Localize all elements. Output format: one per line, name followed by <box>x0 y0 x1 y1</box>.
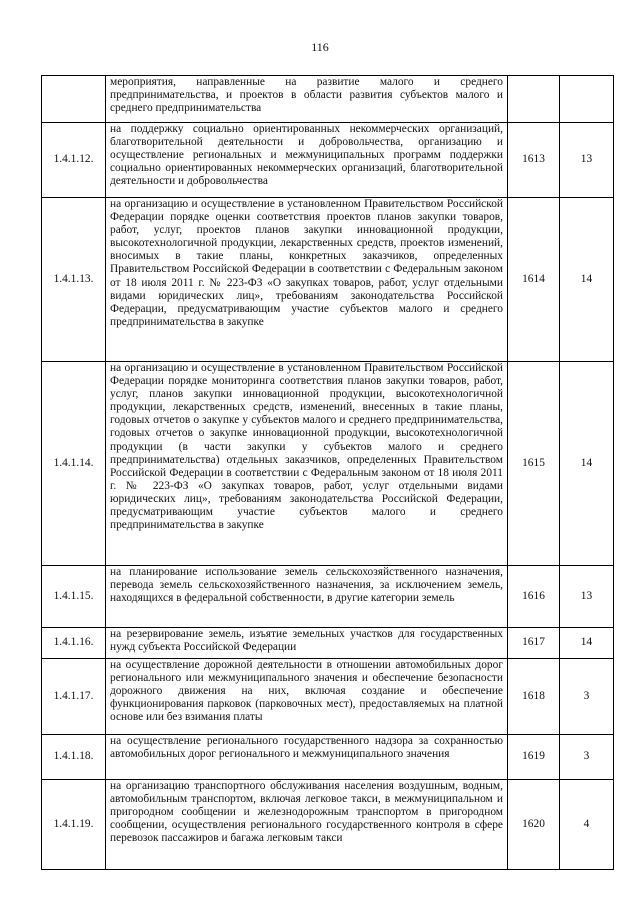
table-row <box>42 76 614 123</box>
row-code: 1619 <box>508 735 560 780</box>
row-description: мероприятия, направленные на развитие малого и среднего предпринимательства, и проектов в области развития субъектов малого и среднего предпринимательства <box>106 76 508 123</box>
row-number: 1.4.1.14. <box>42 362 106 566</box>
row-description: на организацию и осуществление в установленном Правительством Российской Федерации порядке оценки соответствия проектов планов закупки товаров, работ, услуг, проектов планов закупки инновационной продукции, высокотехнологичной продукции, лекарственных средств, проектов изменений, вносимых в такие планы, конкретных заказчиков, определенных Правительством Российской Федерации в соответствии с Федеральным законом от 18 июля 2011 г. № 223-ФЗ «О закупках товаров, работ, услуг отдельными видами юридических лиц», требованиям законодательства Российской Федерации, предусматривающим участие субъектов малого и среднего предпринимательства в закупке <box>106 198 508 362</box>
row-description: на поддержку социально ориентированных некоммерческих организаций, благотворительной деятельности и добровольчества, организацию и осуществление региональных и межмуниципальных программ поддержки социально ориентированных некоммерческих организаций, благотворительной деятельности и добровольчества <box>106 123 508 198</box>
row-value: 13 <box>560 566 614 628</box>
table-row <box>42 362 614 566</box>
row-description: на осуществление регионального государственного надзора за сохранностью автомобильных дорог регионального и межмуниципального значения <box>106 735 508 780</box>
row-description: на планирование использование земель сельскохозяйственного назначения, перевода земель сельскохозяйственного назначения, за исключением земель, находящихся в федеральной собственности, в другие категории земель <box>106 566 508 628</box>
row-code: 1614 <box>508 198 560 362</box>
table-row <box>42 780 614 870</box>
table-row <box>42 566 614 628</box>
row-code <box>508 76 560 123</box>
row-value: 14 <box>560 362 614 566</box>
table-row <box>42 123 614 198</box>
row-number: 1.4.1.13. <box>42 198 106 362</box>
row-number: 1.4.1.18. <box>42 735 106 780</box>
table-row <box>42 628 614 659</box>
row-code: 1616 <box>508 566 560 628</box>
row-number: 1.4.1.19. <box>42 780 106 870</box>
row-code: 1618 <box>508 659 560 735</box>
row-value: 14 <box>560 628 614 659</box>
row-number: 1.4.1.17. <box>42 659 106 735</box>
row-value: 3 <box>560 659 614 735</box>
row-value: 14 <box>560 198 614 362</box>
row-description: на организацию транспортного обслуживания населения воздушным, водным, автомобильным транспортом, включая легковое такси, в межмуниципальном и пригородном сообщении и железнодорожным транспортом в пригородном сообщении, осуществления регионального государственного контроля в сфере перевозок пассажиров и багажа легковым такси <box>106 780 508 870</box>
row-description: на резервирование земель, изъятие земельных участков для государственных нужд субъекта Российской Федерации <box>106 628 508 659</box>
row-value <box>560 76 614 123</box>
row-code: 1620 <box>508 780 560 870</box>
page-number: 116 <box>311 40 329 54</box>
row-number: 1.4.1.16. <box>42 628 106 659</box>
row-number <box>42 76 106 123</box>
table-row <box>42 659 614 735</box>
row-description: на осуществление дорожной деятельности в отношении автомобильных дорог регионального или межмуниципального значения и обеспечение безопасности дорожного движения на них, включая создание и обеспечение функционирования парковок (парковочных мест), предоставляемых на платной основе или без взимания платы <box>106 659 508 735</box>
row-description: на организацию и осуществление в установленном Правительством Российской Федерации порядке мониторинга соответствия планов закупки товаров, работ, услуг, планов закупки инновационной продукции, высокотехнологичной продукции, лекарственных средств, изменений, внесенных в такие планы, годовых отчетов о закупке у субъектов малого и среднего предпринимательства, годовых отчетов о закупке инновационной продукции, высокотехнологичной продукции (в части закупки у субъектов малого и среднего предпринимательства) отдельных заказчиков, определенных Правительством Российской Федерации в соответствии с Федеральным законом от 18 июля 2011 г. № 223-ФЗ «О закупках товаров, работ, услуг отдельными видами юридических лиц», требованиям законодательства Российской Федерации, предусматривающим участие субъектов малого и среднего предпринимательства в закупке <box>106 362 508 566</box>
row-code: 1617 <box>508 628 560 659</box>
row-value: 13 <box>560 123 614 198</box>
table-row <box>42 198 614 362</box>
row-value: 3 <box>560 735 614 780</box>
row-number: 1.4.1.12. <box>42 123 106 198</box>
row-number: 1.4.1.15. <box>42 566 106 628</box>
table-row <box>42 735 614 780</box>
row-code: 1613 <box>508 123 560 198</box>
row-value: 4 <box>560 780 614 870</box>
budget-classification-table <box>41 75 614 870</box>
row-code: 1615 <box>508 362 560 566</box>
